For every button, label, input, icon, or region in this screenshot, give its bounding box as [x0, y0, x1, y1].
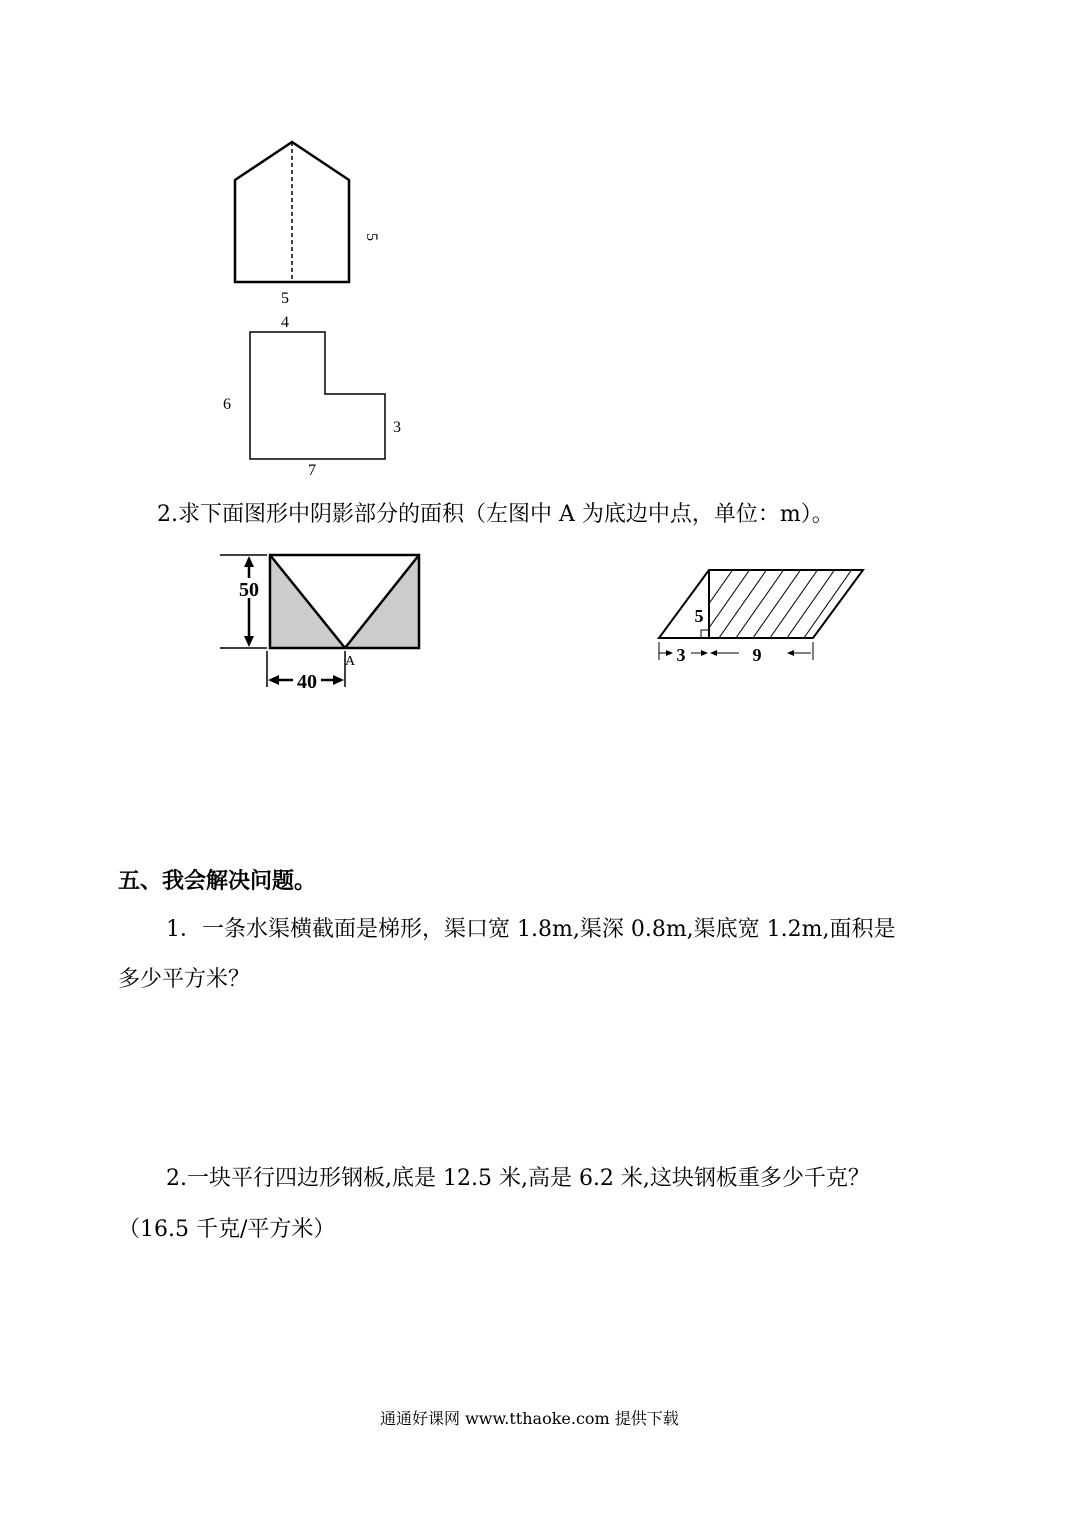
- l-shape-outline: [250, 332, 385, 459]
- parallelogram-figure: [645, 560, 875, 670]
- question-5-1-line-2: 多少平方米？: [118, 967, 251, 992]
- midpoint-label: A: [344, 654, 356, 669]
- l-shape-left-label: 6: [223, 396, 231, 413]
- dim-arrow-1: [666, 650, 673, 656]
- height-arrow-up: [244, 556, 254, 567]
- shaded-triangles-figure: [215, 545, 430, 695]
- l-shape-top-label: 4: [281, 314, 289, 331]
- parallelogram-left-label: 3: [676, 645, 686, 665]
- dim-arrow-4: [787, 650, 794, 656]
- l-shape-figure: [215, 310, 415, 480]
- parallelogram-right-label: 9: [752, 645, 762, 665]
- parallelogram-outline: [659, 570, 863, 638]
- question-4-2: 2.求下面图形中阴影部分的面积（左图中 A 为底边中点，单位：m）。: [157, 502, 834, 527]
- dim-arrow-2: [701, 650, 708, 656]
- pentagon-figure: [215, 130, 380, 310]
- width-label: 40: [297, 671, 317, 693]
- right-angle-mark: [701, 630, 709, 638]
- question-5-1-line-1: 1．一条水渠横截面是梯形，渠口宽 1.8m,渠深 0.8m,渠底宽 1.2m,面积是: [166, 917, 896, 942]
- l-shape-bottom-label: 7: [308, 462, 316, 479]
- pentagon-base-label: 5: [281, 290, 289, 307]
- l-shape-right-label: 3: [393, 419, 401, 436]
- question-5-2-line-1: 2.一块平行四边形钢板,底是 12.5 米,高是 6.2 米,这块钢板重多少千克？: [166, 1166, 870, 1191]
- width-arrow-left: [268, 675, 279, 685]
- pentagon-side-label: 5: [363, 233, 380, 241]
- question-5-2-line-2: （16.5 千克/平方米）: [118, 1217, 336, 1242]
- height-label: 50: [239, 579, 259, 601]
- width-arrow-right: [333, 675, 344, 685]
- page-footer: 通通好课网 www.tthaoke.com 提供下载: [380, 1409, 679, 1428]
- parallelogram-height-label: 5: [694, 606, 704, 626]
- section-5-heading: 五、我会解决问题。: [118, 868, 317, 894]
- height-arrow-down: [244, 636, 254, 647]
